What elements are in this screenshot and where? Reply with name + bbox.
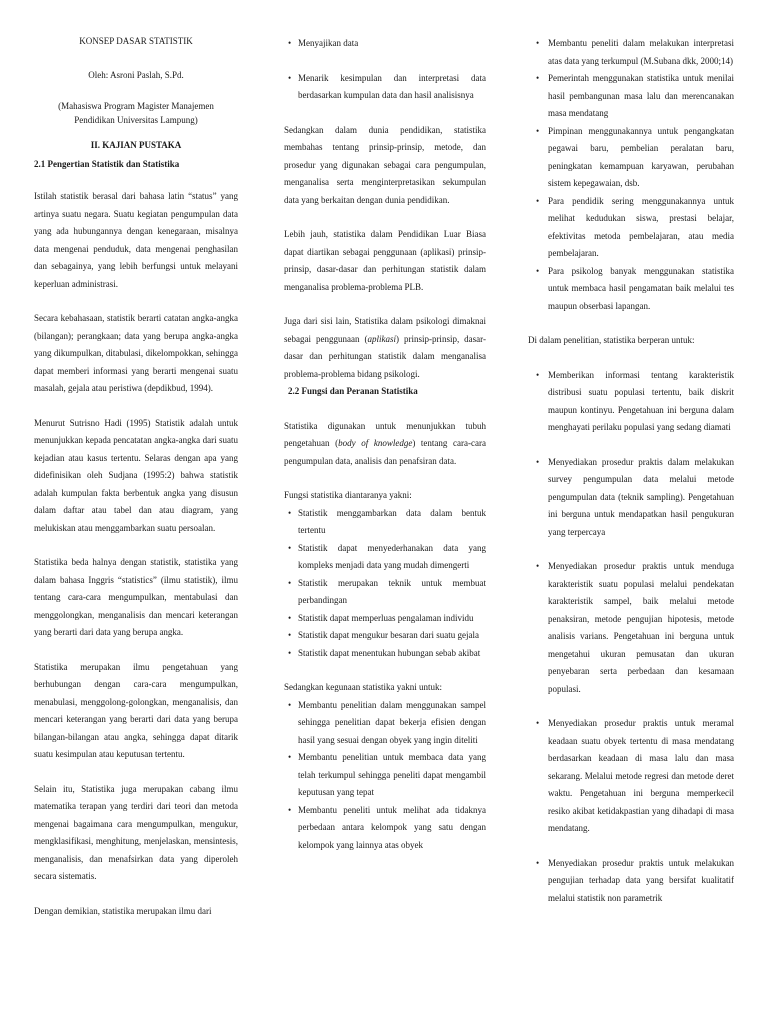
list-item: • Membantu penelitian untuk membaca data yang telah terkumpul sehingga peneliti dapat mengambil keputusan yang tepat [284, 749, 486, 802]
paragraph-statistika-definition: Statistika beda halnya dengan statistik, statistika yang dalam bahasa Inggris “statistics” (ilmu statistik), ilmu tentang cara-cara mengumpulkan, mentabulasi dan menggolongkan, menganalisis dan mencari keterangan yang berarti dari data yang berupa angka. [34, 557, 238, 637]
section-heading: II. KAJIAN PUSTAKA [90, 140, 182, 150]
list-item: • Statistik dapat memperluas pengalaman individu [284, 610, 486, 628]
data-steps-list [284, 35, 486, 105]
list-item: • Membantu peneliti untuk melihat ada tidaknya perbedaan antara kelompok yang satu dengan kelompok yang lainnya atas obyek [284, 802, 486, 855]
fungsi-intro: Fungsi statistika diantaranya yakni: [284, 490, 412, 500]
kegunaan-list [284, 697, 486, 855]
list-item: • Menyediakan prosedur praktis dalam melakukan survey pengumpulan data melalui metode pengumpulan data (teknik sampling). Pengetahuan ini berguna untuk mendapatkan hasil pengukuran yang terpercaya [528, 454, 734, 542]
kegunaan-intro: Sedangkan kegunaan statistika yakni untuk: [284, 682, 442, 692]
author-line: Oleh: Asroni Paslah, S.Pd. [88, 69, 184, 80]
fungsi-list [284, 505, 486, 663]
list-item: • Menyediakan prosedur praktis untuk meramal keadaan suatu obyek tertentu di masa mendatang berdasarkan keadaan di masa lalu dan masa sekarang. Melalui metode regresi dan metode deret waktu. Pengetahuan ini berguna memperkecil resiko akibat ketidakpastian yang dihadapi di masa mendatang. [528, 715, 734, 838]
list-item: • Membantu penelitian dalam menggunakan sampel sehingga penelitian dapat bekerja efisien dengan hasil yang sesuai dengan obyek yang ingin diteliti [284, 697, 486, 750]
list-item: • Para psikolog banyak menggunakan statistika untuk membaca hasil pengamatan baik melalui tes maupun obserbasi lapangan. [528, 263, 734, 316]
list-item: • Statistik menggambarkan data dalam bentuk tertentu [284, 505, 486, 540]
list-item: • Statistik dapat mengukur besaran dari suatu gejala [284, 627, 486, 645]
list-item: • Statistik merupakan teknik untuk membuat perbandingan [284, 575, 486, 610]
paragraph-statistika-science: Statistika merupakan ilmu pengetahuan yang berhubungan dengan cara-cara mengumpulkan, menabulasi, menggolong-golongkan, menganalisis, dan mencari keterangan yang berarti dari data yang berupa bilangan-bilangan atau angka, sehingga dapat ditarik suatu kesimpulan atau keputusan tertentu. [34, 661, 238, 759]
list-item: • Menyediakan prosedur praktis untuk menduga karakteristik suatu populasi melalui pendekatan karakteristik sampel, baik melalui metode penaksiran, metode pengujian hipotesis, metode analisis varians. Pengetahuan ini berguna untuk mengetahui ukuran pemusatan dan ukuran penyebaran serta perbedaan dan kesamaan populasi. [528, 558, 734, 698]
paragraph-plb-statistics: Lebih jauh, statistika dalam Pendidikan Luar Biasa dapat diartikan sebagai penggunaan (aplikasi) prinsip-prinsip, dasar-dasar dan perhitungan statistik dalam menganalisa problema-problema PLB. [284, 229, 486, 292]
paragraph-sutrisno-hadi: Menurut Sutrisno Hadi (1995) Statistik adalah untuk menunjukkan kepada pencatatan angka-angka dari suatu kejadian atau kasus tertentu. Selaras dengan apa yang didefinisikan oleh Sudjana (1995:2) bahwa statistik adalah kumpulan fakta berbentuk angka yang disusun dalam daftar atau tabel dan atau diagram, yang melukiskan atau menggambarkan suatu persoalan. [34, 417, 238, 533]
list-item: • Para pendidik sering menggunakannya untuk melihat kedudukan siswa, prestasi belajar, efektivitas metoda pembelajaran, atau media pembelajaran. [528, 193, 734, 263]
paragraph-statistik-origin: Istilah statistik berasal dari bahasa latin “status” yang artinya suatu negara. Suatu kegiatan pengumpulan data yang ada hubungannya dengan kenegaraan, misalnya data mengenai penduduk, data mengenai penghasilan dan sebagainya, yang lebih berfungsi untuk melayani keperluan administrasi. [34, 191, 238, 289]
list-item: • Menyediakan prosedur praktis untuk melakukan pengujian terhadap data yang bersifat kualitatif melalui statistik non parametrik [528, 855, 734, 908]
peran-list [528, 367, 734, 908]
column-2 [284, 0, 486, 854]
column-1 [34, 0, 238, 920]
paragraph-body-of-knowledge: Statistika digunakan untuk menunjukkan tubuh pengetahuan (body of knowledge) tentang cara-cara pengumpulan data, analisis dan penafsiran data. [284, 420, 486, 466]
list-item: • Membantu peneliti dalam melakukan interpretasi atas data yang terkumpul (M.Subana dkk, 2000;14) [528, 35, 734, 70]
paragraph-statistika-applied-math: Selain itu, Statistika juga merupakan cabang ilmu matematika terapan yang terdiri dari teori dan metoda mengenai bagaimana cara mengumpulkan, mengukur, mengklasifikasi, menghitung, menjelaskan, mensintesis, menganalisis, dan menafsirkan data yang diperoleh secara sistematis. [34, 783, 238, 881]
paragraph-statistik-language: Secara kebahasaan, statistik berarti catatan angka-angka (bilangan); perangkaan; data yang berupa angka-angka yang dikumpulkan, ditabulasi, dikelompokkan, sehingga dapat memberi informasi yang berarti mengenai suatu masalah, gejala atau peristiwa (depdikbud, 1994). [34, 313, 238, 393]
list-item: • Memberikan informasi tentang karakteristik distribusi suatu populasi tertentu, baik diskrit maupun kontinyu. Pengetahuan ini berguna dalam menghayati perilaku populasi yang sedang diamati [528, 367, 734, 437]
list-item: • Statistik dapat menyederhanakan data yang kompleks menjadi data yang mudah dimengerti [284, 540, 486, 575]
paragraph-psychology-statistics: Juga dari sisi lain, Statistika dalam psikologi dimaknai sebagai penggunaan (aplikasi) prinsip-prinsip, dasar-dasar dan perhitungan statistik dalam menganalisa problema-problema bidang psikologi. [284, 316, 486, 379]
users-list [528, 35, 734, 315]
list-item: • Pemerintah menggunakan statistika untuk menilai hasil pembangunan masa lalu dan merencanakan masa mendatang [528, 70, 734, 123]
column-3 [528, 0, 734, 907]
term-aplikasi: aplikasi [367, 333, 396, 344]
document-title: KONSEP DASAR STATISTIK [79, 36, 193, 46]
list-item: • Menyajikan data [284, 35, 486, 53]
paragraph-conclusion-start: Dengan demikian, statistika merupakan ilmu dari [34, 905, 212, 916]
term-body-of-knowledge: body of knowledge [338, 438, 413, 448]
subsection-heading-2-2: 2.2 Fungsi dan Peranan Statistika [288, 386, 418, 396]
list-item: • Menarik kesimpulan dan interpretasi data berdasarkan kumpulan data dan hasil analisisnya [284, 70, 486, 105]
paragraph-education-statistics: Sedangkan dalam dunia pendidikan, statistika membahas tentang prinsip-prinsip, metode, dan prosedur yang digunakan sebagai cara pengumpulan, menganalisa serta menginterpretasikan sekumpulan data yang berkaitan dengan dunia pendidikan. [284, 124, 486, 205]
peran-intro: Di dalam penelitian, statistika berperan untuk: [528, 335, 695, 345]
list-item: • Pimpinan menggunakannya untuk pengangkatan pegawai baru, pembelian peralatan baru, peningkatan kemampuan karyawan, perubahan sistem kepegawaian, dsb. [528, 123, 734, 193]
author-affiliation: (Mahasiswa Program Magister Manajemen Pendidikan Universitas Lampung) [58, 101, 214, 125]
subsection-heading-2-1: 2.1 Pengertian Statistik dan Statistika [34, 158, 180, 169]
list-item: • Statistik dapat menentukan hubungan sebab akibat [284, 645, 486, 663]
